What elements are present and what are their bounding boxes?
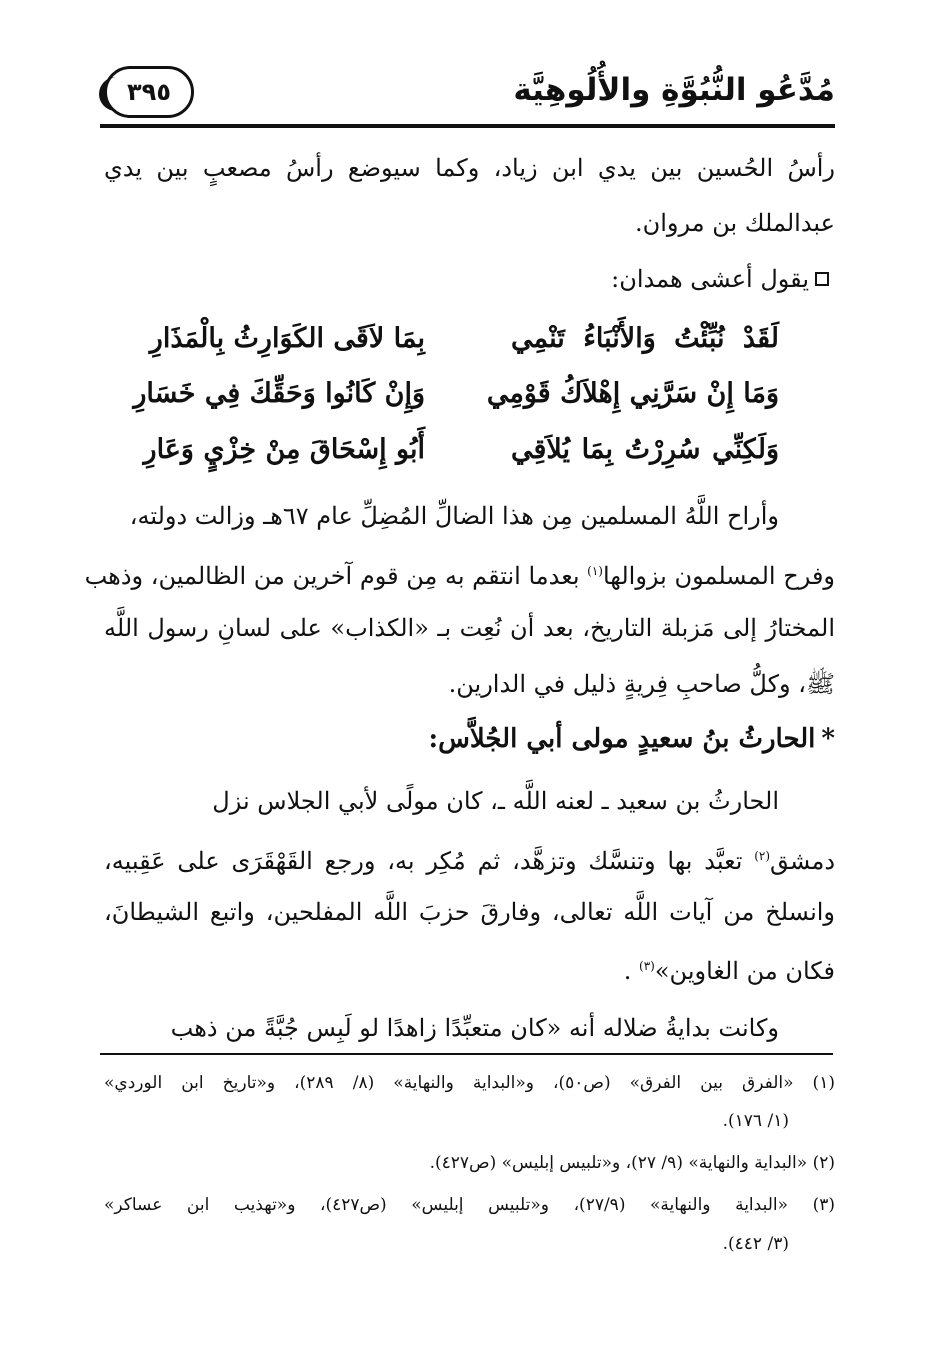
verse-first-hemistich: وَلَكِنِّي سُرِرْتُ بِمَا يُلاَقِي: [511, 434, 779, 465]
verse-second-hemistich: وَإِنْ كَانُوا وَحَقِّكَ فِي خَسَارِ: [133, 378, 425, 409]
paragraph-line: المختارُ إلى مَزبلة التاريخ، بعد أن نُعِت بـ «الكذاب» على لسانِ رسول اللَّه: [104, 614, 835, 642]
verse-first-hemistich: لَقَدْ نُبِّئْتُ وَالأَنْبَاءُ تَنْمِي: [511, 323, 779, 354]
paragraph-line: وانسلخ من آيات اللَّه تعالى، وفارقَ حزبَ اللَّه المفلحين، واتبع الشيطانَ،: [104, 898, 835, 926]
paragraph-line: وكانت بدايةُ ضلاله أنه «كان متعبِّدًا زاهدًا لو لَبِس جُبَّةً من ذهب: [170, 1014, 779, 1042]
paragraph-line: الحارثُ بن سعيد ـ لعنه اللَّه ـ، كان مولًى لأبي الجلاس نزل: [212, 787, 779, 815]
paragraph-line: [104, 840, 835, 877]
verse-second-hemistich: بِمَا لاَقَى الكَوَارِثُ بِالْمَذَارِ: [149, 323, 425, 354]
verse-first-hemistich: وَمَا إِنْ سَرَّنِي إِهْلاَكُ قَوْمِي: [486, 378, 779, 409]
verse-second-hemistich: أَبُو إِسْحَاقَ مِنْ خِزْيٍ وَعَارِ: [143, 434, 425, 465]
footnote-line: (١/ ١٧٦).: [722, 1111, 789, 1131]
paragraph-line: عبدالملك بن مروان.: [634, 209, 835, 237]
paragraph-text: فكان من الغاوين»: [654, 957, 835, 985]
paragraph-text: بعدما انتقم به مِن قوم آخرين من الظالمين، وذهب: [84, 562, 588, 590]
paragraph-line: ﷺ، وكلُّ صاحبِ فِريةٍ ذليل في الدارين.: [448, 670, 835, 698]
note-box-icon: [815, 272, 829, 286]
page-number-badge: [104, 66, 194, 118]
footnote-separator: [100, 1053, 833, 1055]
footnote-line: (٣) «البداية والنهاية» (٢٧/٩)، و«تلبيس إبليس» (ص٤٢٧)، و«تهذيب ابن عساكر»: [104, 1195, 835, 1215]
footnote-ref[interactable]: (٣): [639, 959, 655, 973]
star-bullet-icon: *: [821, 724, 835, 754]
paragraph-line: [104, 950, 835, 987]
paragraph-line: [84, 555, 835, 592]
poem-intro-text: يقول أعشى همدان:: [611, 265, 809, 293]
running-title: مُدَّعُو النُّبُوَّةِ والأُلُوهِيَّة: [513, 72, 835, 108]
footnote-line: (٣/ ٤٤٢).: [722, 1234, 789, 1254]
paragraph-text: .: [623, 957, 640, 985]
poem-intro: [98, 263, 829, 295]
footnote-ref[interactable]: (١): [587, 564, 603, 578]
paragraph-line: رأسُ الحُسين بين يدي ابن زياد، وكما سيوضع رأسُ مصعبٍ بين يدي: [104, 154, 835, 182]
section-heading-text: الحارثُ بنُ سعيدٍ مولى أبي الجُلاَّس:: [428, 724, 816, 754]
footnote-ref[interactable]: (٢): [754, 849, 771, 863]
paragraph-line: وأراح اللَّهُ المسلمين مِن هذا الضالِّ المُضِلِّ عام ٦٧هـ وزالت دولته،: [129, 502, 779, 530]
page-number: ٣٩٥: [127, 78, 171, 106]
paragraph-text: دمشق: [770, 847, 835, 875]
section-heading: [429, 724, 835, 754]
paragraph-text: تعبَّد بها وتنسَّك وتزهَّد، ثم مُكِر به، ورجع القَهْقَرَى على عَقِبيه،: [104, 847, 755, 875]
footnote-line: (٢) «البداية والنهاية» (٩/ ٢٧)، و«تلبيس إبليس» (ص٤٢٧).: [429, 1153, 835, 1173]
paragraph-text: وفرح المسلمون بزوالها: [602, 562, 835, 590]
page-header: [100, 62, 835, 128]
header-rule: [100, 124, 835, 128]
footnote-line: (١) «الفرق بين الفرق» (ص٥٠)، و«البداية والنهاية» (٨/ ٢٨٩)، و«تاريخ ابن الوردي»: [104, 1073, 835, 1093]
